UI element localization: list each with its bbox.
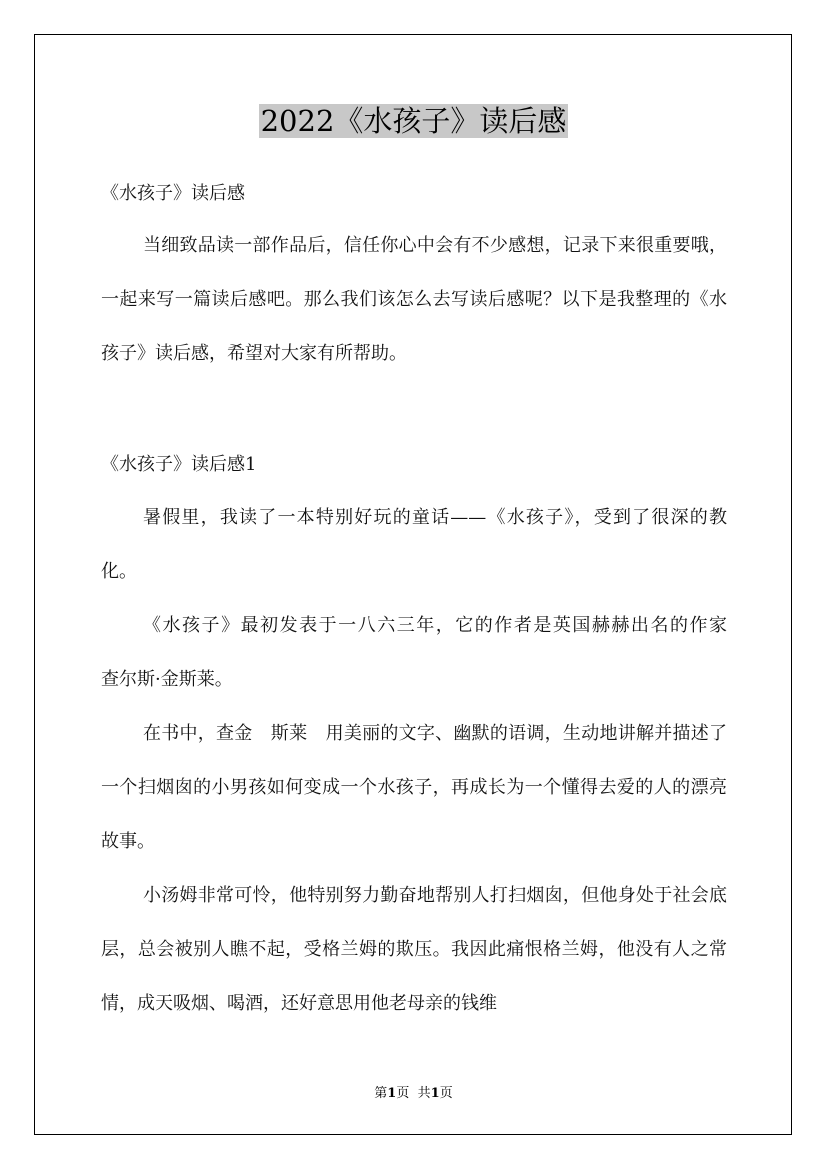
intro-paragraph: 当细致品读一部作品后，信任你心中会有不少感想，记录下来很重要哦，一起来写一篇读后感吧。那么我们该怎么去写读后感呢？以下是我整理的《水孩子》读后感，希望对大家有所帮助。 — [101, 235, 727, 364]
page-current: 1 — [387, 1086, 397, 1101]
page-total: 1 — [430, 1086, 440, 1101]
total-suffix: 页 — [439, 1086, 453, 1101]
body-paragraph: 暑假里，我读了一本特别好玩的童话——《水孩子》，受到了很深的教化。 — [101, 507, 727, 582]
section-heading: 《水孩子》读后感1 — [101, 454, 257, 475]
body-paragraph: 小汤姆非常可怜，他特别努力勤奋地帮别人打扫烟囱，但他身处于社会底层，总会被别人瞧不起，受格兰姆的欺压。我因此痛恨格兰姆，他没有人之常情，成天吸烟、喝酒，还好意思用他老母亲的钱维 — [101, 885, 727, 1014]
body-paragraph: 在书中，查金 斯莱 用美丽的文字、幽默的语调，生动地讲解并描述了一个扫烟囱的小男孩如何变成一个水孩子，再成长为一个懂得去爱的人的漂亮故事。 — [101, 723, 727, 852]
subtitle: 《水孩子》读后感 — [101, 183, 245, 204]
title-text: 2022《水孩子》读后感 — [260, 104, 567, 138]
page-prefix: 第 — [374, 1086, 388, 1101]
page-footer — [0, 1082, 827, 1101]
page-suffix: 页 — [396, 1086, 410, 1101]
total-prefix: 共 — [417, 1086, 431, 1101]
document-title — [0, 98, 827, 144]
body-paragraph: 《水孩子》最初发表于一八六三年，它的作者是英国赫赫出名的作家 查尔斯·金斯莱。 — [101, 615, 769, 690]
